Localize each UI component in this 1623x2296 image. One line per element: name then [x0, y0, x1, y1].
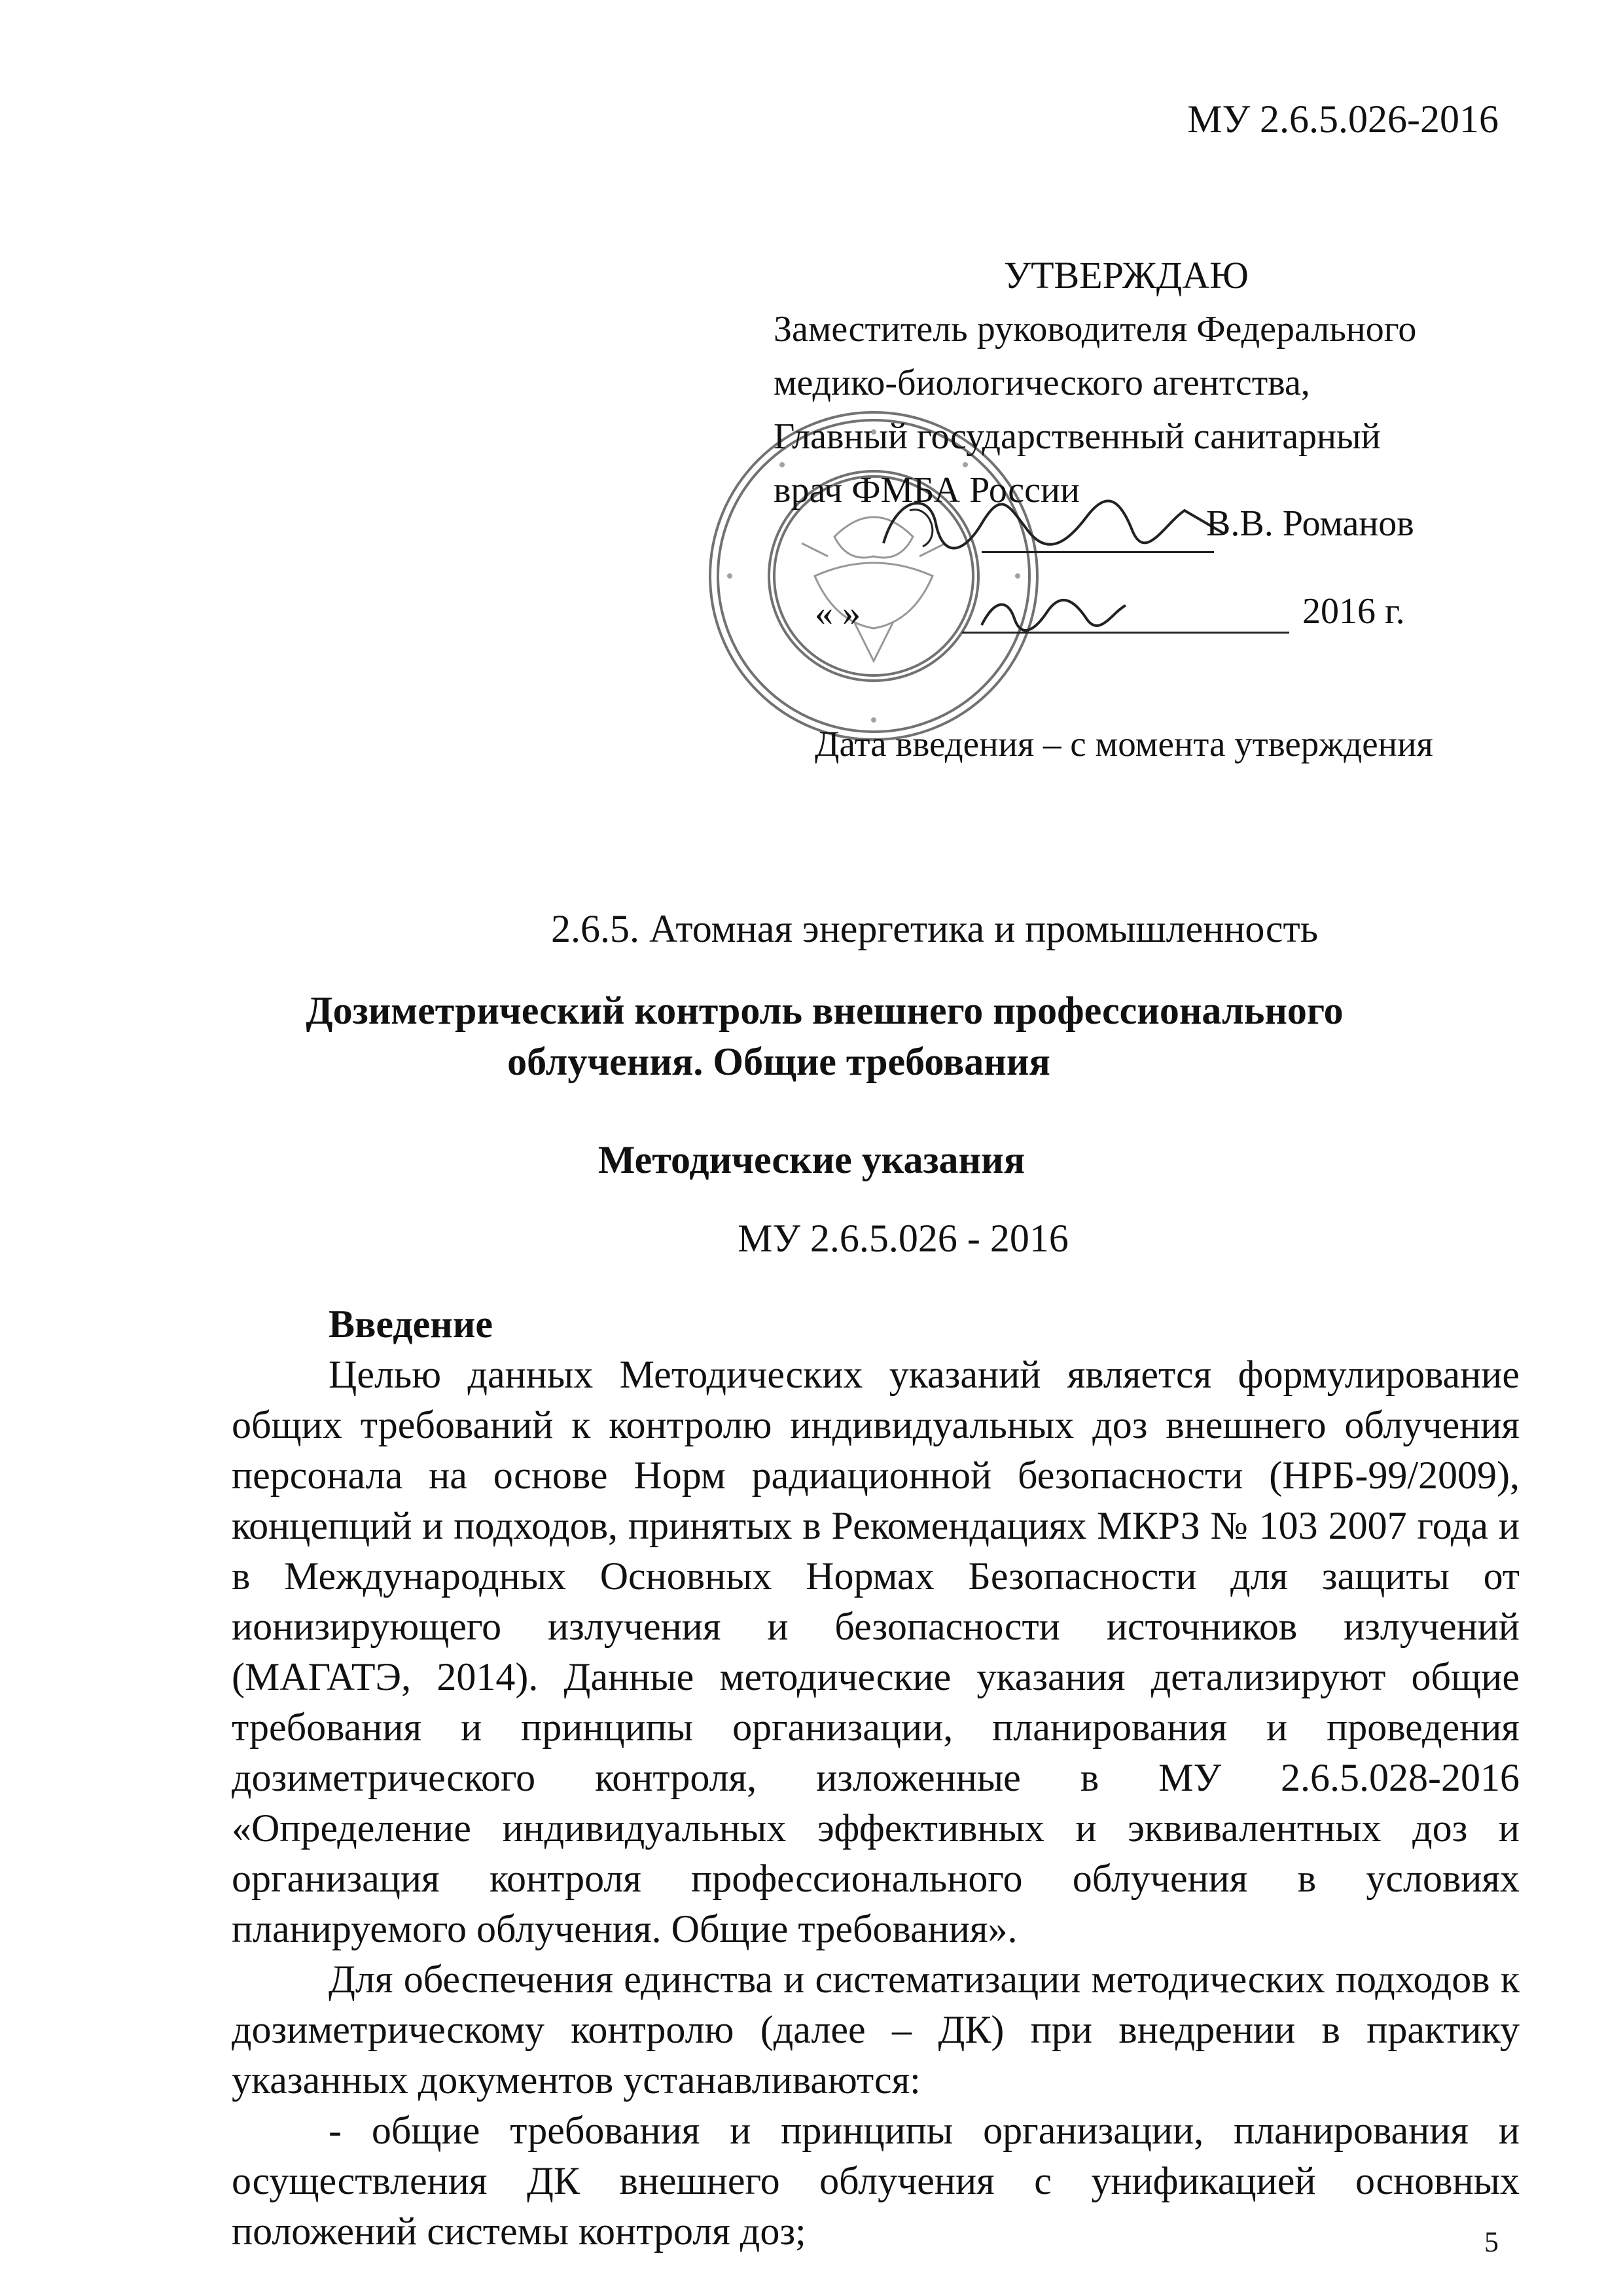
approval-year: 2016 г.: [1302, 591, 1405, 632]
signature-line: [982, 551, 1214, 553]
body-paragraph: Для обеспечения единства и систематизации методических подходов к дозиметрическому контролю (далее – ДК) при внедрении в практику указанных документов устанавливаются:: [232, 1958, 1520, 2102]
signatory-name: В.В. Романов: [1206, 503, 1414, 544]
document-number: МУ 2.6.5.026 - 2016: [738, 1217, 1069, 1260]
page-number: 5: [1484, 2226, 1499, 2258]
introduction-heading: Введение: [329, 1302, 493, 1346]
date-handwriting-icon: [975, 586, 1132, 638]
document-title: [0, 985, 1623, 1087]
document-type: Методические указания: [597, 1138, 1026, 1181]
approval-title: УТВЕРЖДАЮ: [1004, 254, 1249, 296]
document-title-line-1: Дозиметрический контроль внешнего профессионального: [306, 989, 1344, 1032]
approval-line: Главный государственный санитарный: [774, 416, 1381, 457]
body-paragraph: Целью данных Методических указаний является формулирование общих требований к контролю индивидуальных доз внешнего облучения персонала на основе Норм радиационной безопасности (НРБ-99/2009), концепций и подходов, принятых в Рекомендациях МКРЗ № 103 2007 года и в Международных Основных Нормах Безопасности для защиты от ионизирующего излучения и безопасности источников излучений (МАГАТЭ, 2014). Данные методические указания детализируют общие требования и принципы организации, планирования и проведения дозиметрического контроля, изложенные в МУ 2.6.5.028-2016 «Определение индивидуальных эффективных и эквивалентных доз и организация контроля профессионального облучения в условиях планируемого облучения. Общие требования».: [232, 1353, 1520, 1950]
approval-line: медико-биологического агентства,: [774, 363, 1310, 403]
document-title-line-2: облучения. Общие требования: [507, 1040, 1050, 1083]
date-line: [962, 632, 1289, 634]
introduction-date: Дата введения – с момента утверждения: [815, 724, 1433, 764]
date-quote: « »: [815, 593, 861, 634]
section-heading: 2.6.5. Атомная энергетика и промышленность: [551, 907, 1319, 950]
document-body: [232, 1299, 1520, 2257]
approval-line: Заместитель руководителя Федерального: [774, 309, 1417, 350]
approval-line: врач ФМБА России: [774, 470, 1080, 511]
body-paragraph: - общие требования и принципы организации, планирования и осуществления ДК внешнего облучения с унификацией основных положений системы контроля доз;: [232, 2109, 1520, 2253]
approval-block: [774, 249, 1500, 517]
document-code: МУ 2.6.5.026-2016: [1187, 98, 1499, 141]
